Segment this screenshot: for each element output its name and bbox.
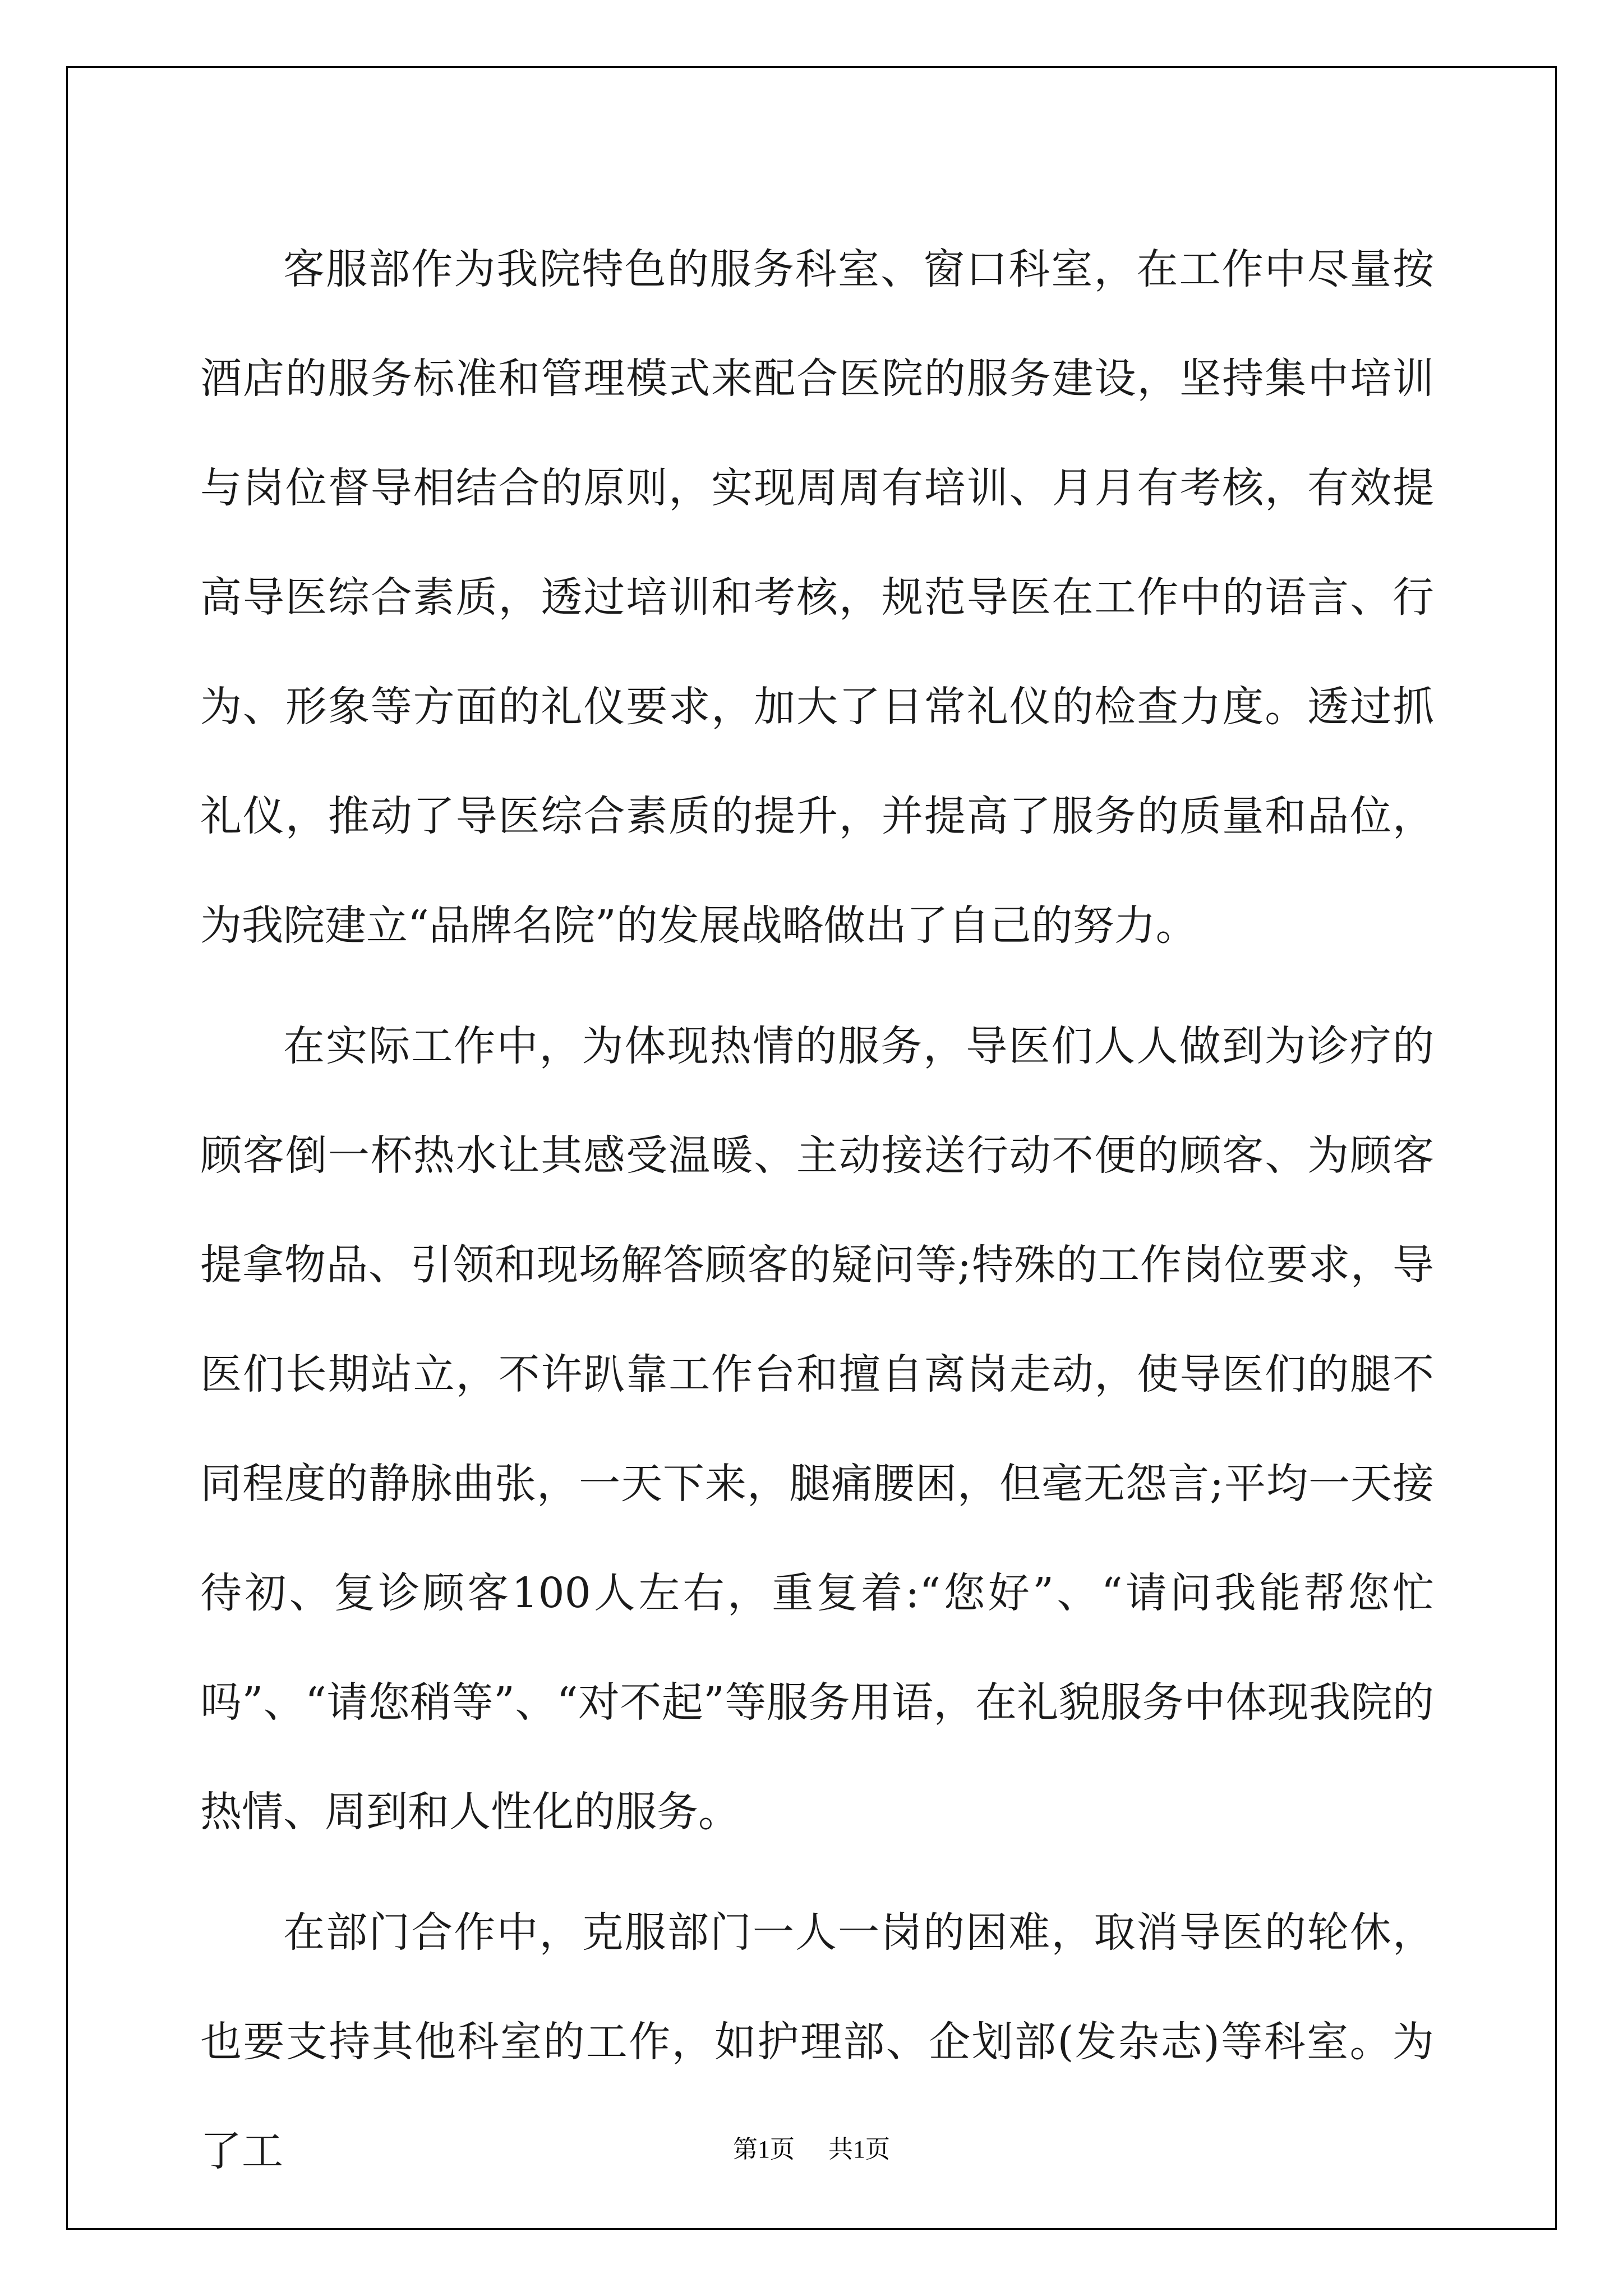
page-footer: [0, 2129, 1623, 2165]
paragraph-1: 客服部作为我院特色的服务科室、窗口科室，在工作中尽量按酒店的服务标准和管理模式来配合医院的服务建设，坚持集中培训与岗位督导相结合的原则，实现周周有培训、月月有考核，有效提高导医综合素质，透过培训和考核，规范导医在工作中的语言、行为、形象等方面的礼仪要求，加大了日常礼仪的检查力度。透过抓礼仪，推动了导医综合素质的提升，并提高了服务的质量和品位，为我院建立“品牌名院”的发展战略做出了自己的努力。: [200, 245, 1434, 950]
page-total: 共1页: [828, 2136, 890, 2163]
page-number: 第1页: [733, 2136, 795, 2163]
paragraph-2: 在实际工作中，为体现热情的服务，导医们人人做到为诊疗的顾客倒一杯热水让其感受温暖、主动接送行动不便的顾客、为顾客提拿物品、引领和现场解答顾客的疑问等;特殊的工作岗位要求，导医们长期站立，不许趴靠工作台和擅自离岗走动，使导医们的腿不同程度的静脉曲张，一天下来，腿痛腰困，但毫无怨言;平均一天接待初、复诊顾客100人左右，重复着:“您好”、“请问我能帮您忙吗”、“请您稍等”、“对不起”等服务用语，在礼貌服务中体现我院的热情、周到和人性化的服务。: [200, 1022, 1434, 1836]
document-body: [200, 215, 1434, 2217]
paragraph-3: 在部门合作中，克服部门一人一岗的困难，取消导医的轮休，也要支持其他科室的工作，如护理部、企划部(发杂志)等科室。为了工: [200, 1908, 1434, 2175]
